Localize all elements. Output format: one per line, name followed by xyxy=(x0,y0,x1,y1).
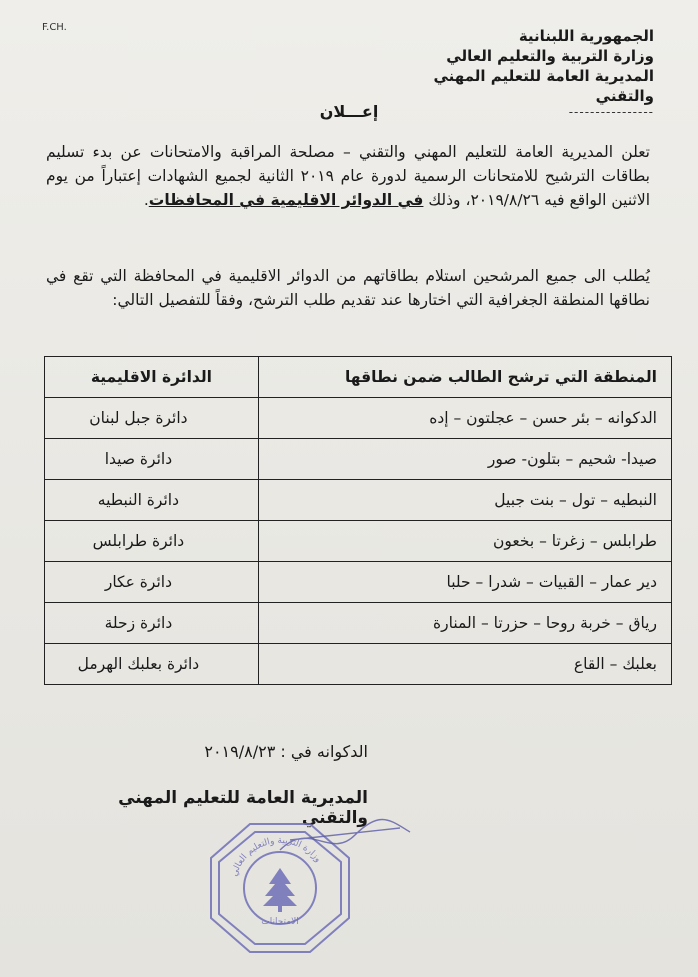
table-cell-office: دائرة النبطيه xyxy=(45,480,259,521)
table-row xyxy=(45,603,672,644)
paragraph-1-end: . xyxy=(143,191,149,209)
paragraph-1-bold: في الدوائر الاقليمية في المحافظات xyxy=(148,191,424,209)
table-cell-area: رياق – خربة روحا – حزرتا – المنارة xyxy=(258,603,671,644)
table-cell-area: صيدا- شحيم – بتلون- صور xyxy=(258,439,671,480)
table-header-row xyxy=(45,357,672,398)
letterhead-republic: الجمهورية اللبنانية xyxy=(518,27,654,45)
table-cell-area: دير عمار – القبيات – شدرا – حلبا xyxy=(258,562,671,603)
table-cell-office: دائرة جبل لبنان xyxy=(45,398,259,439)
table-cell-office: دائرة طرابلس xyxy=(45,521,259,562)
table-row xyxy=(45,521,672,562)
letterhead-divider: ---------------- xyxy=(568,105,654,119)
letterhead-directorate: المديرية العامة للتعليم المهني والتقني xyxy=(433,67,654,105)
letterhead-ministry: وزارة التربية والتعليم العالي xyxy=(446,47,654,65)
table-cell-office: دائرة عكار xyxy=(45,562,259,603)
table-cell-office: دائرة صيدا xyxy=(45,439,259,480)
regions-table xyxy=(44,356,672,685)
table-row xyxy=(45,439,672,480)
table-row xyxy=(45,562,672,603)
table-cell-area: طرابلس – زغرتا – بخعون xyxy=(258,521,671,562)
corner-code: F.CH. xyxy=(42,22,67,33)
cedar-icon xyxy=(263,868,297,912)
table-cell-office: دائرة بعلبك الهرمل xyxy=(45,644,259,685)
table-header-area: المنطقة التي ترشح الطالب ضمن نطاقها xyxy=(258,357,671,398)
paragraph-1-text: تعلن المديرية العامة للتعليم المهني والتقني – مصلحة المراقبة والامتحانات عن بدء تسليم بطاقات الترشيح للامتحانات الرسمية لدورة عام ٢٠١٩ الثانية لجميع الشهادات إعتباراً من يوم الاثنين الواقع فيه ٢٠١٩/٨/٢٦، وذلك xyxy=(46,143,650,209)
table-row xyxy=(45,644,672,685)
table-cell-area: بعلبك – القاع xyxy=(258,644,671,685)
announcement-paragraph-1 xyxy=(46,140,650,212)
table-cell-area: النبطيه – تول – بنت جبيل xyxy=(258,480,671,521)
stamp-inner-text: الامتحانات xyxy=(261,917,299,927)
table-header-office: الدائرة الاقليمية xyxy=(45,357,259,398)
announcement-paragraph-2: يُطلب الى جميع المرشحين استلام بطاقاتهم من الدوائر الاقليمية في المحافظة التي تقع في نطاقها المنطقة الجغرافية التي اختارها عند تقديم طلب الترشح، وفقاً للتفصيل التالي: xyxy=(46,267,650,309)
table-row xyxy=(45,480,672,521)
table-cell-office: دائرة زحلة xyxy=(45,603,259,644)
stamp-outer-text: وزارة التربية والتعليم العالي xyxy=(229,835,323,878)
table-row xyxy=(45,398,672,439)
signing-department: المديرية العامة للتعليم المهني والتقني xyxy=(118,788,368,828)
date-line: الدكوانه في : ٢٠١٩/٨/٢٣ xyxy=(204,742,368,761)
table-cell-area: الدكوانه – بئر حسن – عجلتون – إده xyxy=(258,398,671,439)
announcement-title: إعـــلان xyxy=(319,102,379,121)
signature-scribble xyxy=(270,810,420,870)
